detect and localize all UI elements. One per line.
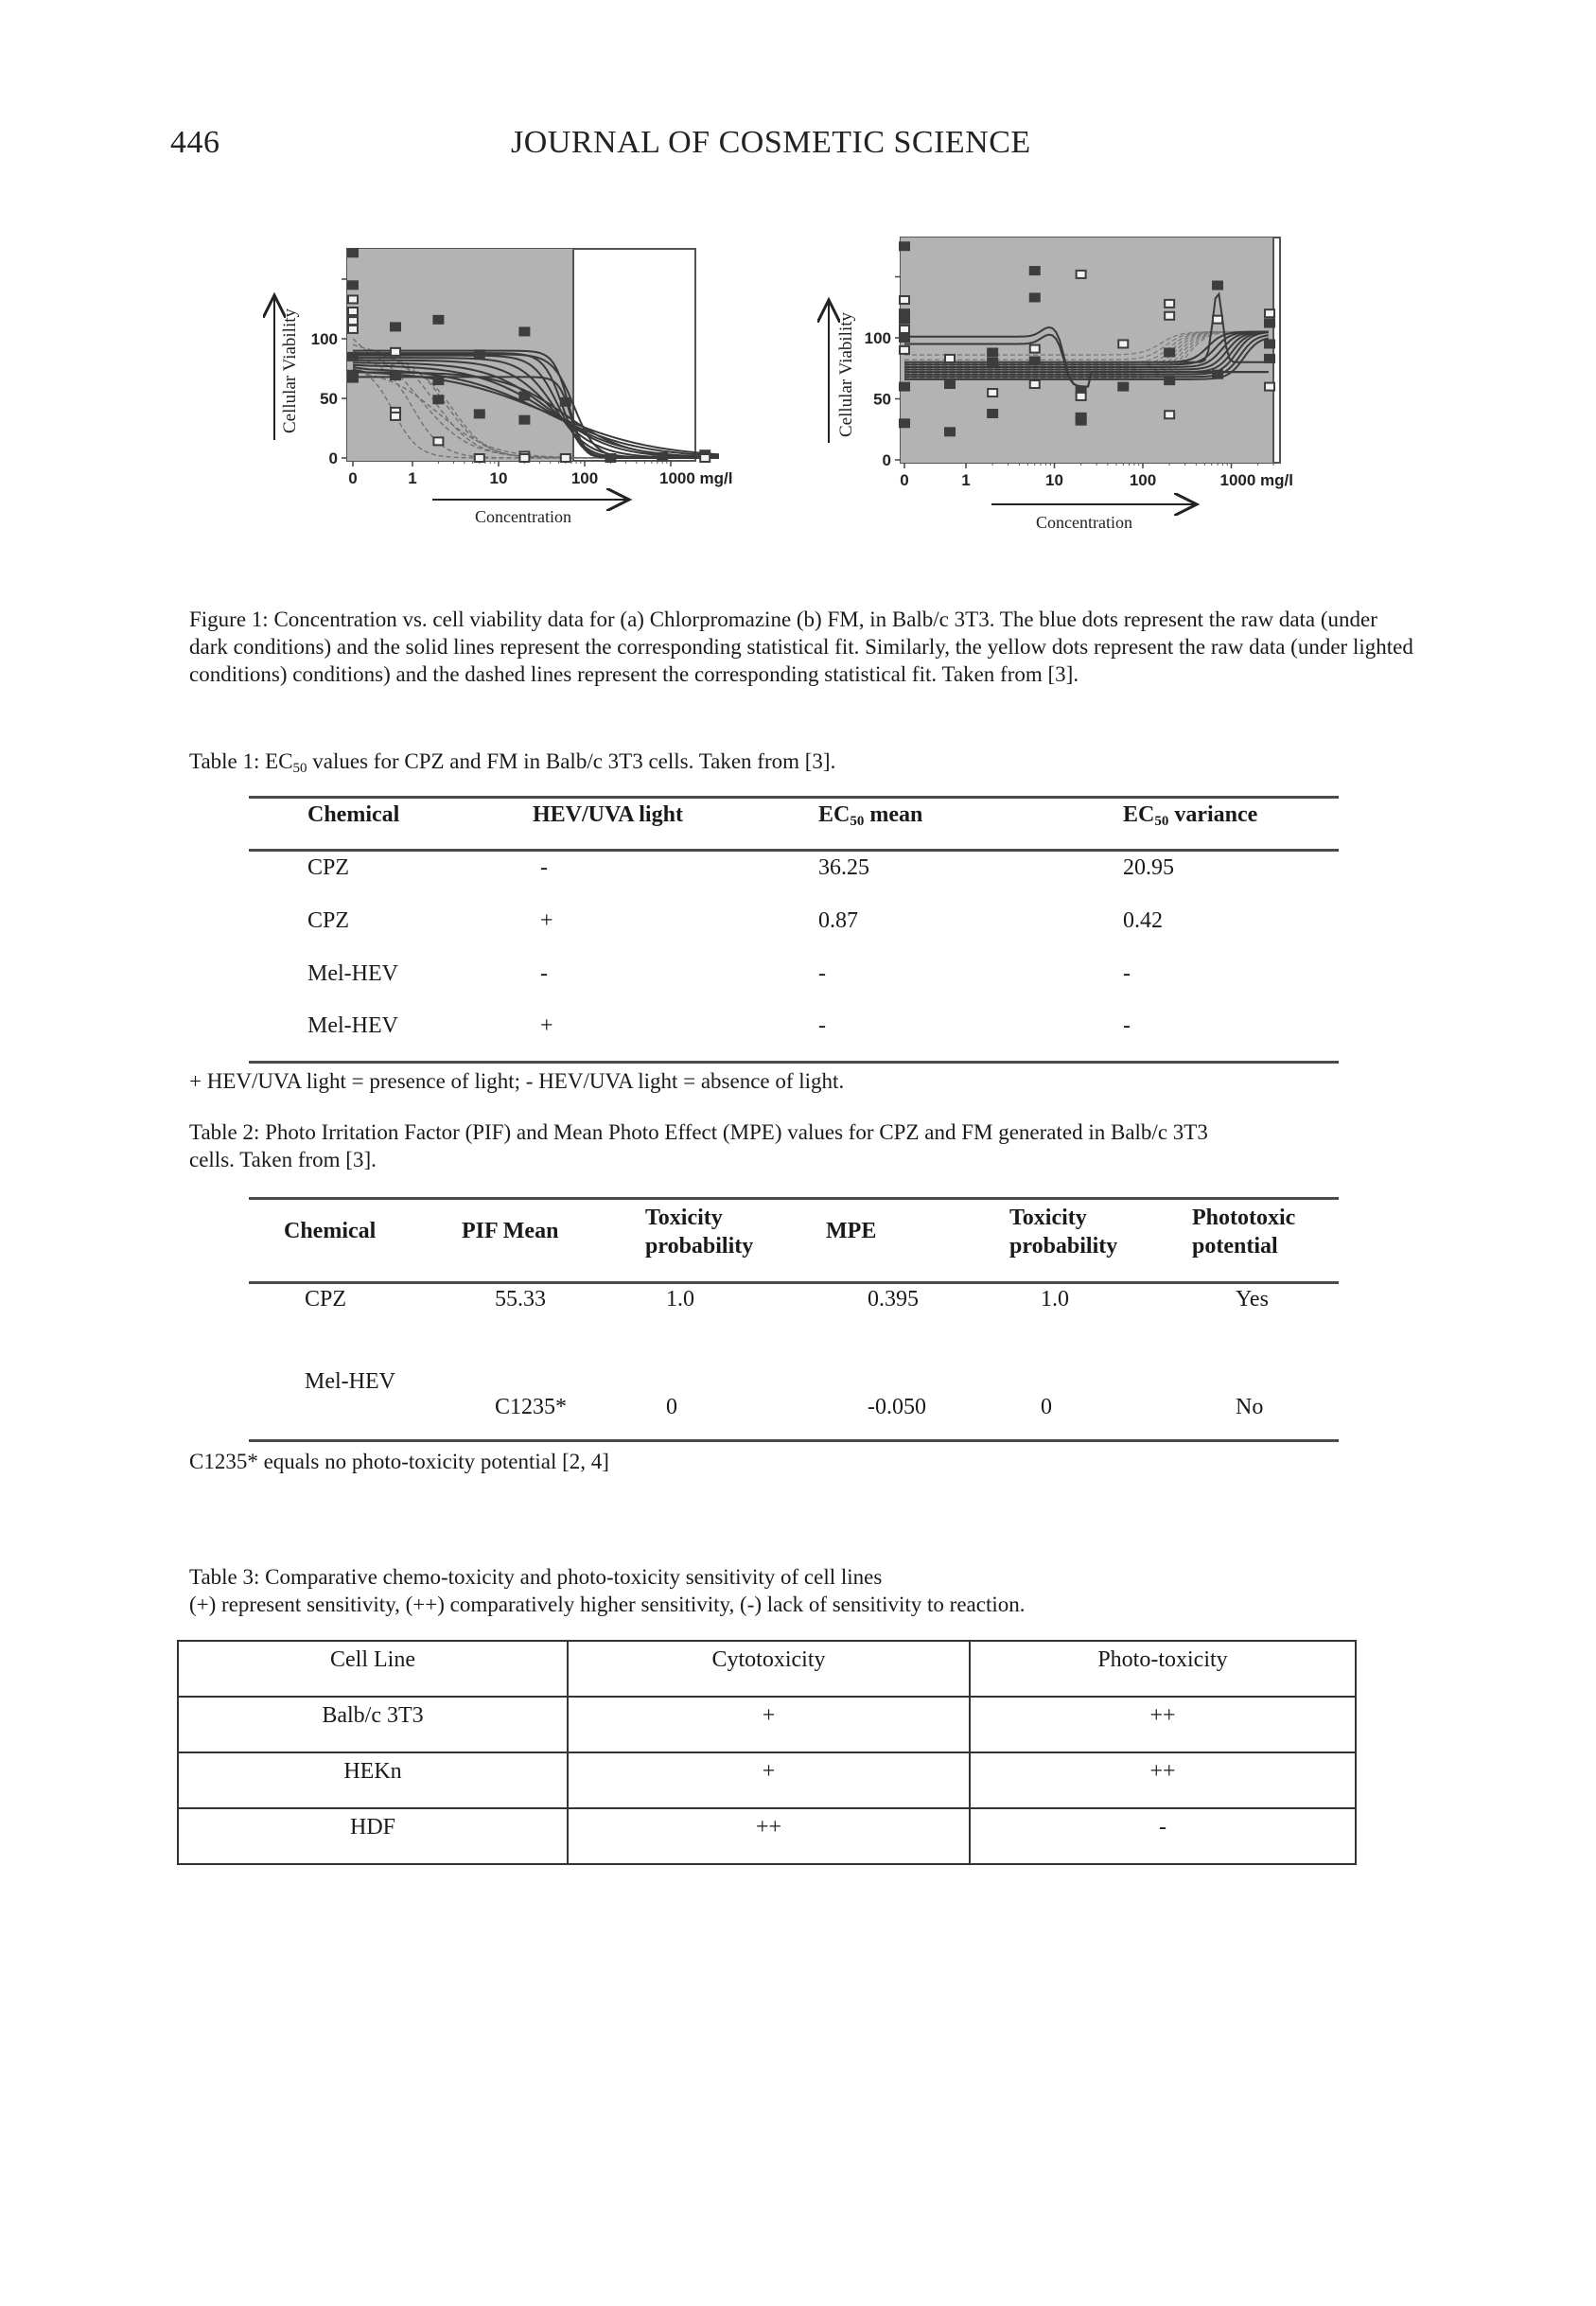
dark-data-point [899,241,910,251]
table1-caption-text: Table 1: EC [189,749,293,773]
table2-header-phototoxic-potential [1192,1204,1295,1260]
light-data-point [391,413,400,420]
dark-data-point [899,333,910,343]
figure-1b-chart [814,227,1324,549]
dark-data-point [1164,347,1175,357]
light-data-point [700,454,710,462]
table3-cell: - [970,1808,1356,1864]
header-line: Toxicity [645,1206,723,1230]
table3-row [178,1697,1356,1752]
light-data-point [391,348,400,356]
light-data-point [475,454,484,462]
table3-cell: ++ [568,1808,970,1864]
light-data-point [1165,312,1174,320]
x-tick-label: 1000 mg/l [659,469,733,487]
dark-data-point [1076,416,1087,426]
table1-cell: + [540,1013,553,1038]
table3-cell: HDF [178,1808,568,1864]
light-data-point [348,308,358,315]
plot-background [901,238,1273,463]
table1-cell: CPZ [307,855,350,880]
dark-data-point [474,349,485,359]
table1-cell: 20.95 [1123,855,1174,880]
header-text: EC [818,802,851,827]
x-tick-label: 100 [570,469,599,487]
dark-data-point [1029,357,1041,366]
figure-caption: Figure 1: Concentration vs. cell viability data for (a) Chlorpromazine (b) FM, in Balb/c 3T3. The blue dots represent the raw data (under dark conditions) and the solid lines represent the corresponding statistical fit. Similarly, the yellow dots represent the raw data (under lighted conditions) conditions) and the dashed lines represent the corresponding statistical fit. Taken from [3]. [189,607,1413,686]
light-data-point [1118,340,1128,347]
table3-cell: Balb/c 3T3 [178,1697,568,1752]
table-rule [249,1281,1339,1284]
table2-cell: No [1236,1395,1264,1419]
table2-cell: 0 [1041,1395,1052,1419]
table3-caption [189,1563,1419,1618]
dark-data-point [1117,382,1129,392]
header-line: Phototoxic [1192,1206,1296,1230]
dark-data-point [987,409,998,418]
dark-data-point [657,452,668,462]
subscript: 50 [292,761,307,776]
table2-cell: Yes [1236,1287,1269,1311]
table3-header-cell: Cell Line [178,1641,568,1697]
table1-cell: - [1123,1013,1131,1038]
dark-data-point [899,418,910,428]
dark-data-point [390,322,401,331]
header-text: mean [864,802,923,827]
table3-cell: ++ [970,1752,1356,1808]
table1-cell: CPZ [307,908,350,933]
dark-data-point [944,379,956,389]
x-tick-label: 1 [408,469,417,487]
dark-data-point [1212,281,1223,290]
dark-data-point [1164,376,1175,385]
table1-cell: - [540,855,548,880]
light-data-point [988,389,997,396]
subscript: 50 [850,814,865,829]
light-data-point [348,326,358,333]
light-data-point [1265,383,1274,391]
table1-cell: - [818,961,826,986]
light-data-point [348,317,358,325]
light-data-point [348,295,358,303]
table2-cell: -0.050 [868,1395,926,1419]
table2-cell: 1.0 [666,1287,694,1311]
dark-data-point [1264,339,1275,348]
table3-cell: + [568,1752,970,1808]
subscript: 50 [1154,814,1169,829]
table2-cell: 55.33 [495,1287,546,1311]
light-data-point [1265,309,1274,317]
table2-header-chemical: Chemical [284,1219,377,1243]
table1-header-ec50-variance [1123,802,1257,830]
dark-data-point [560,397,571,407]
x-tick-label: 0 [348,469,358,487]
header-line: potential [1192,1234,1278,1259]
y-tick-label: 100 [864,329,891,347]
table2-header-toxicity-probability-1 [645,1204,753,1260]
header-line: probability [1009,1234,1118,1259]
table1-header-light: HEV/UVA light [533,802,683,827]
figure-1a-chart [237,227,738,549]
dark-data-point [474,409,485,418]
table2-cell: 0 [666,1395,677,1419]
y-tick-label: 0 [882,451,891,469]
table2-cell: C1235* [495,1395,568,1419]
table3-row [178,1808,1356,1864]
x-tick-label: 10 [489,469,508,487]
dark-data-point [605,453,616,463]
y-tick-label: 0 [328,449,338,467]
x-axis-label: Concentration [1036,513,1132,532]
header-text: EC [1123,802,1155,827]
dark-data-point [987,358,998,367]
table2-header-mpe: MPE [826,1219,877,1243]
dark-data-point [987,347,998,357]
x-tick-label: 1 [961,471,971,489]
dark-data-point [944,427,956,436]
table1-cell: - [818,1013,826,1038]
y-axis-label: Cellular Viability [836,311,856,437]
table1-cell: - [1123,961,1131,986]
light-data-point [1030,345,1040,353]
light-data-point [945,355,955,362]
light-data-point [433,437,443,445]
dark-data-point [1029,266,1041,275]
dark-data-point [899,315,910,325]
table1-header-chemical: Chemical [307,802,400,827]
table1-caption [189,748,1419,783]
table3-header-cell: Cytotoxicity [568,1641,970,1697]
table3-row [178,1752,1356,1808]
light-data-point [1030,380,1040,388]
table1-footnote: + HEV/UVA light = presence of light; - HEV/UVA light = absence of light. [189,1069,845,1093]
table-rule [249,849,1339,852]
x-tick-label: 100 [1129,471,1157,489]
table1-header-ec50-mean [818,802,922,830]
x-tick-label: 0 [900,471,909,489]
light-data-point [519,454,529,462]
dark-data-point [390,371,401,380]
dark-data-point [432,376,444,385]
table3-caption-line: (+) represent sensitivity, (++) comparatively higher sensitivity, (-) lack of sensitivity to reaction. [189,1593,1026,1616]
table2-cell: Mel-HEV [305,1369,395,1394]
light-data-point [561,454,570,462]
table3-caption-line: Table 3: Comparative chemo-toxicity and photo-toxicity sensitivity of cell lines [189,1565,883,1589]
table1-cell: Mel-HEV [307,1013,398,1038]
table-rule [249,1197,1339,1200]
table1-cell: 0.42 [1123,908,1163,933]
table-rule [249,1439,1339,1442]
y-axis-label: Cellular Viability [280,308,300,433]
table1-cell: 0.87 [818,908,858,933]
table1-cell: - [540,961,548,986]
table1-cell: Mel-HEV [307,961,398,986]
dark-data-point [347,280,359,290]
light-data-point [1213,316,1222,324]
table2-cell: CPZ [305,1287,347,1311]
dark-data-point [899,382,910,392]
dark-data-point [518,326,530,336]
light-data-point [1077,393,1086,400]
table3-cell: ++ [970,1697,1356,1752]
table3-cell: + [568,1697,970,1752]
x-tick-label: 10 [1045,471,1063,489]
header-line: Toxicity [1009,1206,1087,1230]
table-rule [249,796,1339,799]
journal-title: JOURNAL OF COSMETIC SCIENCE [511,125,1031,160]
dark-data-point [518,415,530,425]
x-axis-label: Concentration [475,507,571,526]
dark-data-point [518,391,530,400]
table2-footnote: C1235* equals no photo-toxicity potential [2, 4] [189,1450,609,1473]
dark-data-point [432,395,444,404]
page-number: 446 [170,125,220,160]
table3-header-cell: Photo-toxicity [970,1641,1356,1697]
dark-data-point [347,352,359,361]
table2-header-toxicity-probability-2 [1009,1204,1117,1260]
dark-data-point [1264,354,1275,363]
dark-data-point [1212,370,1223,379]
header-text: variance [1168,802,1258,827]
x-tick-label: 1000 mg/l [1219,471,1293,489]
table2-caption-line: Table 2: Photo Irritation Factor (PIF) and Mean Photo Effect (MPE) values for CPZ and FM generated in Balb/c 3T3 [189,1120,1208,1144]
table-rule [249,1061,1339,1064]
dark-data-point [347,374,359,383]
table1-cell: + [540,908,553,933]
table2-caption [189,1118,1419,1173]
table3 [177,1640,1357,1865]
table2-cell: 1.0 [1041,1287,1069,1311]
dark-data-point [432,315,444,325]
table2-caption-line: cells. Taken from [3]. [189,1148,377,1171]
table2-cell: 0.395 [868,1287,919,1311]
dark-data-point [347,248,359,257]
y-tick-label: 50 [320,390,338,408]
table1-caption-text: values for CPZ and FM in Balb/c 3T3 cells. Taken from [3]. [307,749,836,773]
dark-data-point [1029,292,1041,302]
light-data-point [900,296,909,304]
header-line: probability [645,1234,754,1259]
light-data-point [900,346,909,354]
light-data-point [1165,411,1174,418]
light-data-point [1165,300,1174,308]
y-tick-label: 100 [310,330,338,348]
table2-header-pif-mean: PIF Mean [462,1219,559,1243]
light-data-point [1077,271,1086,278]
y-tick-label: 50 [873,390,891,409]
table3-header-row [178,1641,1356,1697]
table1-cell: 36.25 [818,855,869,880]
table3-cell: HEKn [178,1752,568,1808]
light-data-point [900,326,909,333]
dark-data-point [1264,319,1275,328]
